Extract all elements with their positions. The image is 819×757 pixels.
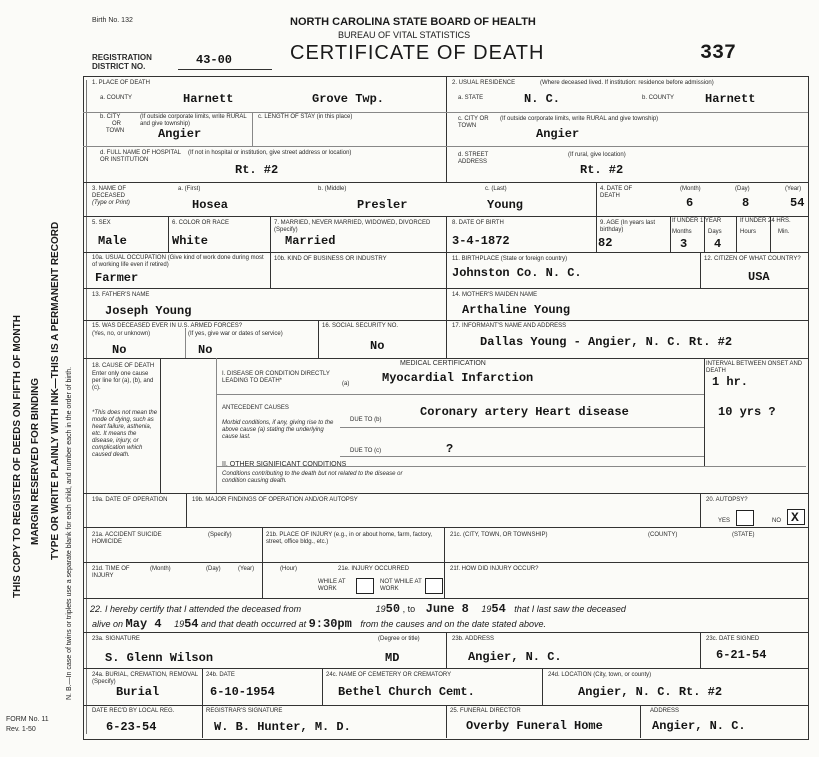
sex-label: 5. SEX [92, 220, 111, 226]
autopsy-yes-label: YES [718, 518, 731, 524]
injury-county-label: (COUNTY) [648, 532, 678, 538]
injury-hour-label: (Hour) [280, 566, 298, 572]
death-month: 6 [686, 196, 694, 210]
death-year: 54 [790, 196, 805, 210]
injury-day-label: (Day) [206, 566, 221, 572]
permanent-record-note: TYPE OR WRITE PLAINLY WITH INK—THIS IS A PERMANENT RECORD [50, 221, 61, 560]
autopsy-yes-checkbox[interactable] [736, 510, 754, 526]
residence-label: 2. USUAL RESIDENCE [452, 80, 516, 86]
cause-b: Coronary artery Heart disease [420, 405, 629, 419]
cause-a-label: (a) [342, 381, 350, 387]
deceased-name-label: 3. NAME OF DECEASED [92, 186, 127, 199]
hospital-label: d. FULL NAME OF HOSPITAL OR INSTITUTION [100, 150, 181, 163]
death-city: Angier [158, 127, 202, 141]
autopsy-no-checkbox[interactable] [787, 509, 805, 525]
residence-street-note: (If rural, give location) [568, 152, 626, 158]
bureau-heading: BUREAU OF VITAL STATISTICS [338, 30, 471, 40]
death-time: 9:30pm [308, 617, 352, 631]
injury-city-label: 21c. (CITY, TOWN, OR TOWNSHIP) [450, 532, 548, 538]
registrar-signature: W. B. Hunter, M. D. [214, 720, 351, 734]
date-received: 6-23-54 [106, 720, 157, 734]
race-label: 6. COLOR OR RACE [172, 220, 230, 226]
hospital-name: Rt. #2 [235, 163, 279, 177]
certification-line-2 [92, 617, 546, 631]
physician-signature: S. Glenn Wilson [105, 651, 214, 665]
death-city-label-a: b. CITY [100, 114, 121, 120]
binding-margin-note: MARGIN RESERVED FOR BINDING [30, 377, 41, 545]
cause-c: ? [446, 442, 454, 456]
burial-date: 6-10-1954 [210, 685, 275, 699]
death-city-label-b: OR [112, 121, 121, 127]
physician-address-label: 23b. ADDRESS [452, 636, 495, 642]
funeral-address: Angier, N. C. [652, 719, 746, 733]
cemetery-label: 24c. NAME OF CEMETERY OR CREMATORY [326, 672, 452, 678]
not-at-work-label: NOT WHILE AT WORK [380, 579, 422, 592]
business-label: 10b. KIND OF BUSINESS OR INDUSTRY [274, 256, 387, 262]
injury-year-label: (Year) [238, 566, 255, 572]
last-name: Young [487, 198, 524, 212]
occurred-text: and that death occurred at [201, 619, 307, 629]
signature-label: 23a. SIGNATURE [92, 636, 140, 642]
certify-prefix: 22. I hereby certify that I attended the deceased from [90, 604, 302, 614]
age: 82 [598, 236, 613, 250]
while-at-work-label: WHILE AT WORK [318, 579, 346, 592]
deceased-name-note: (Type or Print) [92, 200, 130, 206]
length-of-stay-label: c. LENGTH OF STAY (in this place) [258, 114, 353, 120]
place-of-death-label: 1. PLACE OF DEATH [92, 80, 150, 86]
burial-location-label: 24d. LOCATION (City, town, or county) [548, 672, 652, 678]
birthplace: Johnston Co. N. C. [452, 266, 582, 280]
burial-date-label: 24b. DATE [206, 672, 235, 678]
minutes-label: Min. [778, 229, 790, 235]
date-signed-label: 23c. DATE SIGNED [706, 636, 760, 642]
mother-name-label: 14. MOTHER'S MAIDEN NAME [452, 292, 538, 298]
not-at-work-checkbox[interactable] [425, 578, 443, 594]
autopsy-no-label: NO [772, 518, 781, 524]
district-label: DISTRICT NO. [92, 62, 146, 71]
war-service: No [198, 343, 213, 357]
residence-note: (Where deceased lived. If institution: residence before admission) [540, 80, 714, 86]
due-to-c-label: DUE TO (c) [350, 448, 382, 454]
part-two-label: II. OTHER SIGNIFICANT CONDITIONS [222, 461, 347, 468]
date-of-death-label: 4. DATE OF DEATH [600, 186, 633, 199]
certify-suffix: from the causes and on the date stated above. [360, 619, 546, 629]
alive-prefix: alive on [92, 619, 124, 629]
armed-forces-note-a: (Yes, no, or unknown) [92, 331, 151, 337]
part-two-note: Conditions contributing to the death but not related to the disease or condition causing death. [222, 471, 403, 484]
antecedent-note: Morbid conditions, if any, giving rise to the above cause (a) stating the underlying cause last. [222, 420, 334, 440]
operation-findings-label: 19b. MAJOR FINDINGS OF OPERATION AND/OR AUTOPSY [192, 497, 358, 503]
antecedent-causes-label: ANTECEDENT CAUSES [222, 405, 289, 411]
age-days: 4 [714, 237, 722, 251]
cemetery: Bethel Church Cemt. [338, 685, 475, 699]
last-name-label: c. (Last) [485, 186, 507, 192]
hospital-note: (If not in hospital or institution, give street address or location) [188, 150, 352, 156]
race: White [172, 234, 209, 248]
marital-status: Married [285, 234, 336, 248]
injury-occurred-label: 21e. INJURY OCCURRED [338, 566, 410, 572]
date-received-label: DATE REC'D BY LOCAL REG. [92, 708, 175, 714]
citizenship: USA [748, 270, 770, 284]
birth-number: Birth No. 132 [92, 17, 133, 24]
months-label: Months [672, 229, 692, 235]
operation-date-label: 19a. DATE OF OPERATION [92, 497, 168, 503]
days-label: Days [708, 229, 722, 235]
burial-method: Burial [116, 685, 160, 699]
hours-label: Hours [740, 229, 757, 235]
registration-label: REGISTRATION [92, 53, 152, 62]
residence-state: N. C. [524, 92, 561, 106]
death-day-label: (Day) [735, 186, 750, 192]
time-of-injury-label: 21d. TIME OF INJURY [92, 566, 130, 579]
autopsy-no-mark: X [791, 510, 799, 525]
mother-name: Arthaline Young [462, 303, 571, 317]
residence-county: Harnett [705, 92, 756, 106]
residence-city: Angier [536, 127, 580, 141]
autopsy-label: 20. AUTOPSY? [706, 497, 748, 503]
registration-district: 43-00 [196, 53, 233, 67]
residence-city-label: c. CITY OR TOWN [458, 116, 489, 129]
father-name: Joseph Young [105, 304, 192, 318]
state-board-heading: NORTH CAROLINA STATE BOARD OF HEALTH [290, 16, 536, 28]
interval-a: 1 hr. [712, 375, 749, 389]
residence-street: Rt. #2 [580, 163, 624, 177]
medical-certification-heading: MEDICAL CERTIFICATION [400, 360, 486, 367]
degree-label: (Degree or title) [378, 636, 420, 642]
while-at-work-checkbox[interactable] [356, 578, 374, 594]
middle-name: Presler [357, 198, 408, 212]
age-months: 3 [680, 237, 688, 251]
cause-of-death-label: 18. CAUSE OF DEATH [92, 363, 155, 369]
burial-location: Angier, N. C. Rt. #2 [578, 685, 723, 699]
residence-city-note: (If outside corporate limits, write RURAL and give township) [500, 116, 659, 122]
death-month-label: (Month) [680, 186, 701, 192]
physician-address: Angier, N. C. [468, 650, 562, 664]
certify-to-year: 1954 [481, 602, 506, 616]
occupation: Farmer [95, 271, 139, 285]
informant-label: 17. INFORMANT'S NAME AND ADDRESS [452, 323, 567, 329]
under-24-hrs-label: If UNDER 24 HRS. [740, 218, 791, 224]
mode-of-dying-note: *This does not mean the mode of dying, such as heart failure, asthenia, etc. It means the disease, injury, or complication which caused death. [92, 410, 158, 458]
interval-label: INTERVAL BETWEEN ONSET AND DEATH [706, 361, 803, 374]
first-name: Hosea [192, 198, 229, 212]
part-one-label: I. DISEASE OR CONDITION DIRECTLY LEADING TO DEATH* [222, 371, 330, 384]
place-of-injury-label: 21b. PLACE OF INJURY (e.g., in or about home, farm, factory, street, office bldg., etc.) [266, 532, 433, 545]
certification-line-1: 22. I hereby certify that I attended the deceased from 1950 , to June 8 1954 that I last saw the deceased [90, 602, 626, 616]
date-of-birth: 3-4-1872 [452, 234, 510, 248]
cause-a: Myocardial Infarction [382, 371, 534, 385]
armed-forces-note-b: (If yes, give war or dates of service) [188, 331, 283, 337]
social-security-label: 16. SOCIAL SECURITY NO. [322, 323, 399, 329]
death-county: Harnett [183, 92, 234, 106]
registrar-signature-label: REGISTRAR'S SIGNATURE [206, 708, 283, 714]
accident-specify: (Specify) [208, 532, 232, 538]
armed-forces-label: 15. WAS DECEASED EVER IN U.S. ARMED FORCES? [92, 323, 243, 329]
certificate-number: 337 [700, 42, 737, 65]
first-name-label: a. (First) [178, 186, 201, 192]
under-one-year-label: If UNDER 1 YEAR [672, 218, 722, 224]
cause-note: Enter only one cause per line for (a), (b), and (c). [92, 371, 154, 391]
death-city-note: (If outside corporate limits, write RURAL and give township) [140, 114, 247, 127]
register-of-deeds-note: THIS COPY TO REGISTER OF DEEDS ON FIFTH OF MONTH [12, 315, 23, 598]
marital-status-label: 7. MARRIED, NEVER MARRIED, WIDOWED, DIVORCED (Specify) [274, 220, 431, 233]
birthplace-label: 11. BIRTHPLACE (State or foreign country) [452, 256, 568, 262]
date-of-birth-label: 8. DATE OF BIRTH [452, 220, 504, 226]
residence-street-label: d. STREET ADDRESS [458, 152, 489, 165]
certify-to-date: June 8 [425, 602, 469, 616]
interval-b: 10 yrs ? [718, 405, 776, 419]
death-city-label-c: TOWN [106, 128, 125, 134]
citizenship-label: 12. CITIZEN OF WHAT COUNTRY? [704, 256, 801, 262]
death-county-label: a. COUNTY [100, 95, 133, 101]
funeral-director: Overby Funeral Home [466, 719, 603, 733]
social-security: No [370, 339, 385, 353]
death-township: Grove Twp. [312, 92, 385, 106]
form-number: FORM No. 11 [6, 716, 49, 723]
informant: Dallas Young - Angier, N. C. Rt. #2 [480, 335, 733, 349]
funeral-address-label: ADDRESS [650, 708, 680, 714]
certify-from-year: 1950 [375, 602, 401, 616]
funeral-director-label: 25. FUNERAL DIRECTOR [450, 708, 521, 714]
middle-name-label: b. (Middle) [318, 186, 347, 192]
alive-date: May 4 [125, 617, 162, 631]
father-name-label: 13. FATHER'S NAME [92, 292, 150, 298]
accident-label: 21a. ACCIDENT SUICIDE HOMICIDE [92, 532, 162, 545]
certificate-title: CERTIFICATE OF DEATH [290, 42, 545, 64]
residence-county-label: b. COUNTY [642, 95, 675, 101]
residence-state-label: a. STATE [458, 95, 484, 101]
how-injury-label: 21f. HOW DID INJURY OCCUR? [450, 566, 539, 572]
certify-mid: that I last saw the deceased [514, 604, 626, 614]
occupation-label: 10a. USUAL OCCUPATION (Give kind of work done during most of working life even if retired) [92, 255, 264, 268]
alive-year: 1954 [174, 617, 199, 631]
sex: Male [98, 234, 127, 248]
twins-note: N. B.—In case of twins or triplets use a separate blank for each child, and number each in the order of birth. [66, 366, 73, 700]
degree: MD [385, 651, 400, 665]
burial-label: 24a. BURIAL, CREMATION, REMOVAL (Specify) [92, 672, 198, 685]
form-revision: Rev. 1-50 [6, 726, 36, 733]
date-signed: 6-21-54 [716, 648, 767, 662]
injury-state-label: (STATE) [732, 532, 755, 538]
due-to-b-label: DUE TO (b) [350, 417, 382, 423]
injury-month-label: (Month) [150, 566, 171, 572]
armed-forces: No [112, 343, 127, 357]
death-day: 8 [742, 196, 750, 210]
age-label: 9. AGE (In years last birthday) [600, 220, 656, 233]
death-year-label: (Year) [785, 186, 802, 192]
